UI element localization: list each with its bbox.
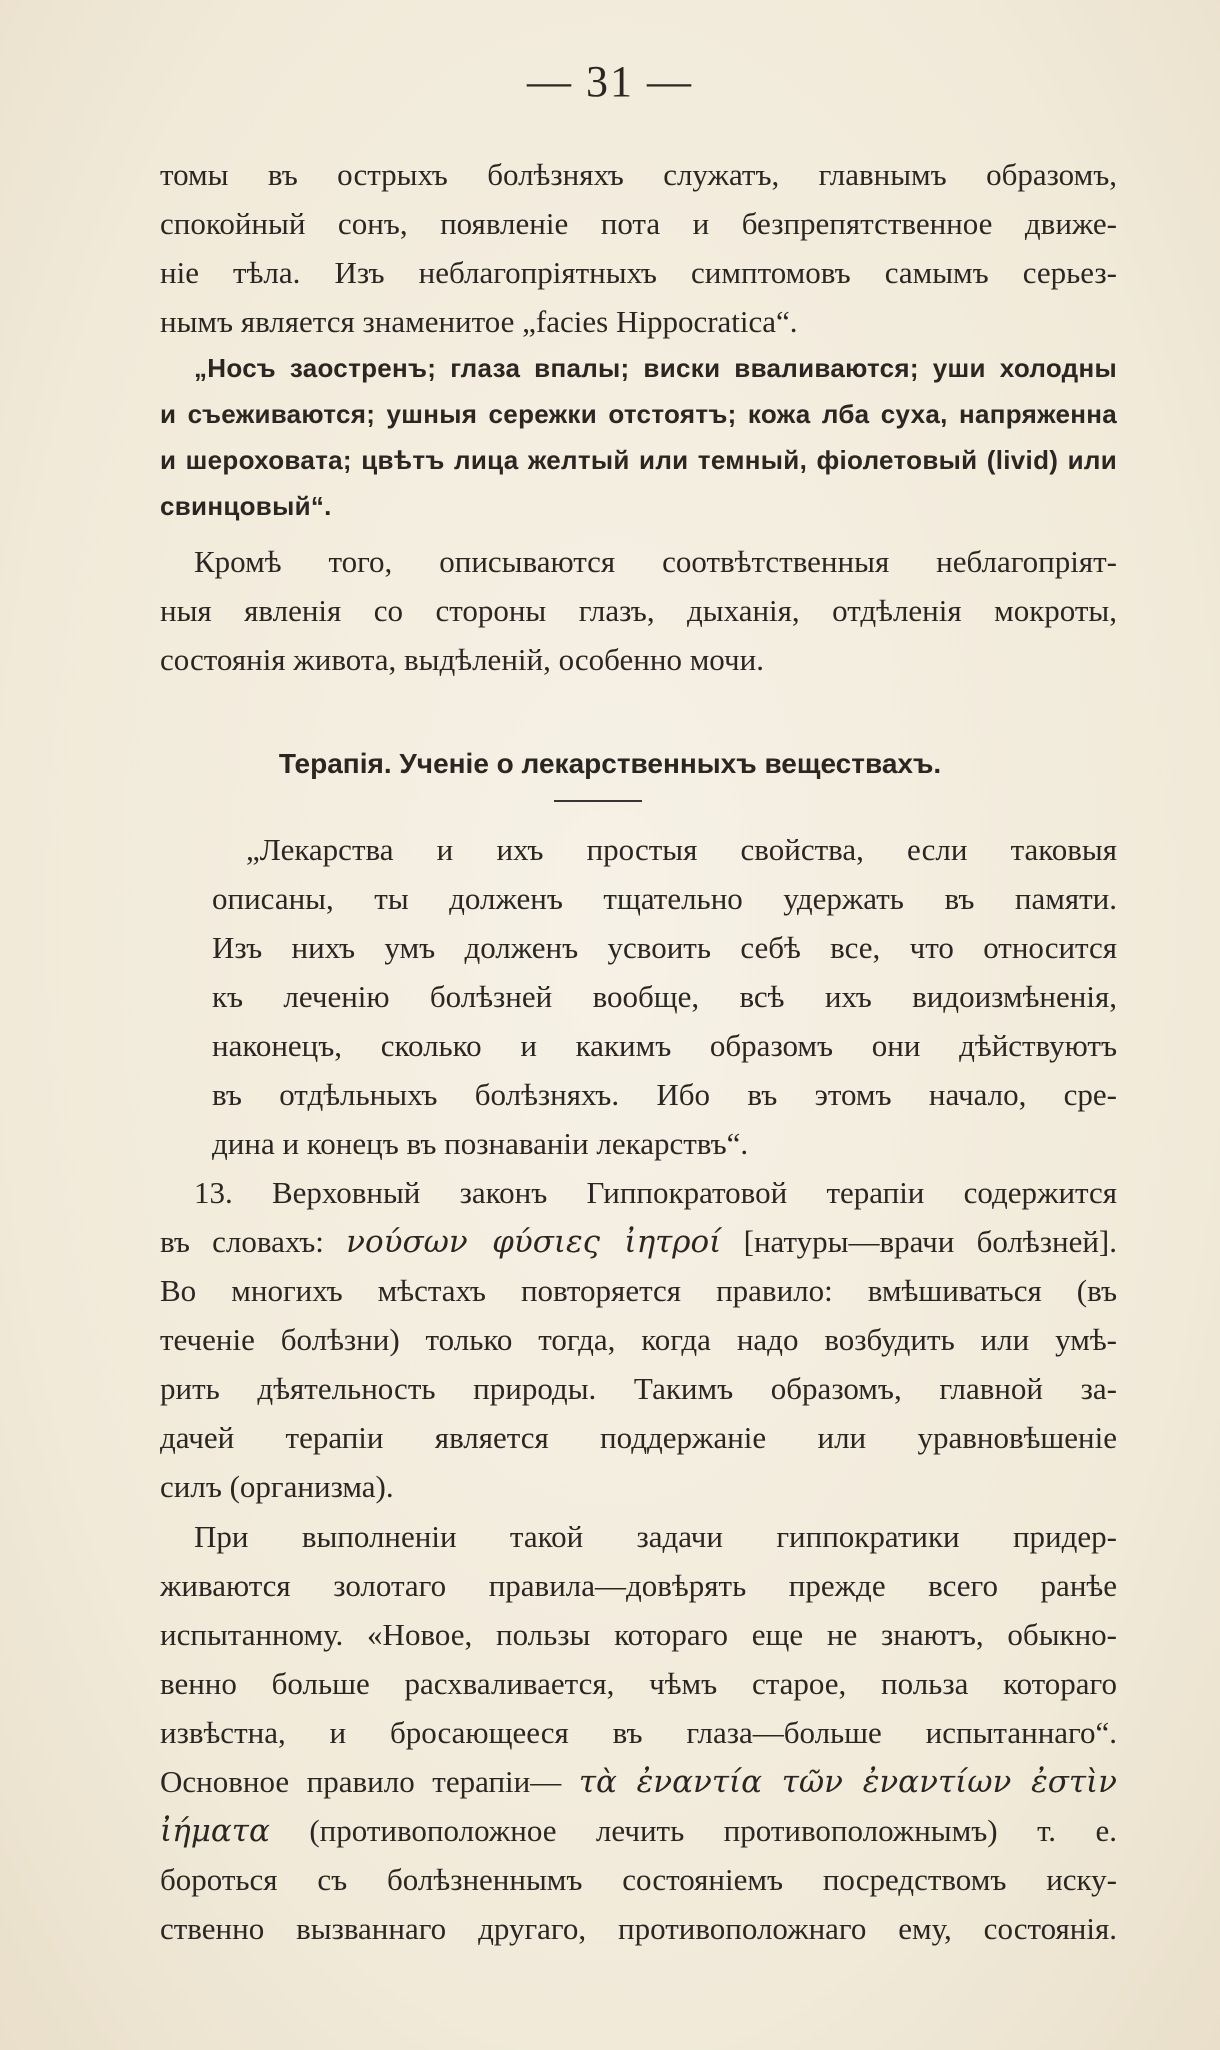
- text-line: теченіе болѣзни) только тогда, когда надо возбудить или умѣ-: [160, 1322, 1117, 1357]
- facies-quote: [160, 345, 1117, 529]
- greek-phrase: τὰ ἐναντία τῶν ἐναντίων ἐστὶν: [578, 1764, 1117, 1800]
- text-line: При выполненіи такой задачи гиппократики придер-: [194, 1519, 1117, 1554]
- paragraph-1: [160, 150, 1117, 346]
- text-line: описаны, ты долженъ тщательно удержать въ памяти.: [212, 881, 1117, 916]
- text-line: Изъ нихъ умъ долженъ усвоить себѣ все, что относится: [212, 930, 1117, 965]
- text-line: томы въ острыхъ болѣзняхъ служатъ, главнымъ образомъ,: [160, 157, 1117, 192]
- text-line: ніе тѣла. Изъ неблагопріятныхъ симптомовъ самымъ серьез-: [160, 255, 1117, 290]
- quote-line: свинцовый“.: [160, 491, 332, 521]
- text-line: извѣстна, и бросающееся въ глаза—больше испытаннаго“.: [160, 1715, 1117, 1750]
- heading-divider: [554, 800, 642, 802]
- text-line-with-greek: [160, 1757, 1117, 1806]
- text-line: силъ (организма).: [160, 1469, 394, 1504]
- text-line: Во многихъ мѣстахъ повторяется правило: вмѣшиваться (въ: [160, 1273, 1117, 1308]
- text-line-with-greek: [160, 1806, 1117, 1855]
- text-line: нымъ является знаменитое „facies Hippocratica“.: [160, 304, 798, 339]
- paragraph-3: [160, 1168, 1117, 1511]
- text-line: живаются золотаго правила—довѣрять прежде всего ранѣе: [160, 1568, 1117, 1603]
- text-line-with-greek: [160, 1217, 1117, 1266]
- line-segment: [натуры—врачи болѣзней].: [743, 1224, 1117, 1259]
- medicines-quote: [160, 825, 1117, 1168]
- text-line: бороться съ болѣзненнымъ состояніемъ посредствомъ иску-: [160, 1862, 1117, 1897]
- text-line: Кромѣ того, описываются соотвѣтственныя неблагопріят-: [194, 544, 1117, 579]
- text-line: состоянія живота, выдѣленій, особенно мочи.: [160, 642, 764, 677]
- text-line: наконецъ, сколько и какимъ образомъ они дѣйствуютъ: [212, 1028, 1117, 1063]
- quote-line: „Носъ заостренъ; глаза впалы; виски вваливаются; уши холодны: [194, 353, 1117, 383]
- line-segment: (противоположное лечить противоположнымъ) т. е.: [309, 1813, 1117, 1848]
- text-line: испытанному. «Новое, пользы котораго еще не знаютъ, обыкно-: [160, 1617, 1117, 1652]
- text-line: къ леченію болѣзней вообще, всѣ ихъ видоизмѣненія,: [212, 979, 1117, 1014]
- text-line: „Лекарства и ихъ простыя свойства, если таковыя: [246, 832, 1117, 867]
- section-heading: Терапія. Ученіе о лекарственныхъ веществахъ.: [278, 748, 942, 779]
- quote-line: и шероховата; цвѣтъ лица желтый или темный, фіолетовый (livid) или: [160, 445, 1117, 475]
- greek-phrase: νούσων φύσιες ἰητροί: [346, 1224, 722, 1260]
- line-segment: въ словахъ:: [160, 1224, 324, 1259]
- text-line: спокойный сонъ, появленіе пота и безпрепятственное движе-: [160, 206, 1117, 241]
- text-line: ственно вызваннаго другаго, противоположнаго ему, состоянія.: [160, 1911, 1117, 1946]
- text-line: ныя явленія со стороны глазъ, дыханія, отдѣленія мокроты,: [160, 593, 1117, 628]
- greek-phrase: ἰήματα: [160, 1813, 270, 1849]
- text-line: дина и конецъ въ познаваніи лекарствъ“.: [212, 1126, 749, 1161]
- text-line: венно больше расхваливается, чѣмъ старое, польза котораго: [160, 1666, 1117, 1701]
- line-segment: Основное правило терапіи—: [160, 1764, 562, 1799]
- paragraph-2: [160, 537, 1117, 684]
- text-line: дачей терапіи является поддержаніе или уравновѣшеніе: [160, 1420, 1117, 1455]
- text-line: въ отдѣльныхъ болѣзняхъ. Ибо въ этомъ начало, сре-: [212, 1077, 1117, 1112]
- text-line: рить дѣятельность природы. Такимъ образомъ, главной за-: [160, 1371, 1117, 1406]
- text-line: 13. Верховный законъ Гиппократовой терапіи содержится: [194, 1175, 1117, 1210]
- paragraph-4: [160, 1512, 1117, 1953]
- page-number: — 31 —: [527, 57, 693, 106]
- quote-line: и съеживаются; ушныя сережки отстоятъ; кожа лба суха, напряженна: [160, 399, 1117, 429]
